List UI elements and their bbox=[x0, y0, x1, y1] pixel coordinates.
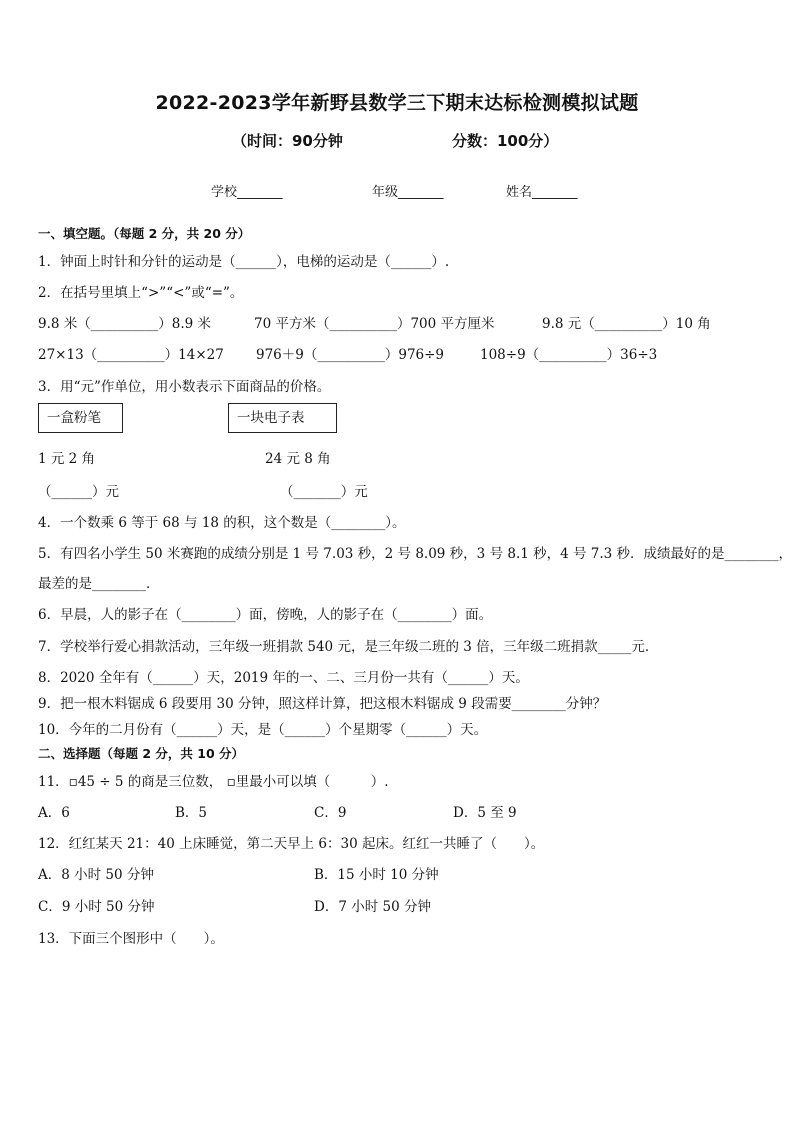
compare-item: 27×13（__________）14×27 bbox=[38, 347, 224, 363]
time-limit: （时间：90分钟 bbox=[232, 132, 343, 150]
answer-blank: （______）元 bbox=[38, 484, 119, 500]
question-continued: 最差的是________． bbox=[38, 576, 160, 592]
product-card: 一块电子表 bbox=[228, 403, 337, 433]
answer-blank: （_______）元 bbox=[280, 484, 368, 500]
section-heading: 二、选择题（每题 2 分，共 10 分） bbox=[38, 746, 245, 761]
question: 12．红红某天 21：40 上床睡觉，第二天早上 6：30 起床。红红一共睡了（ ）。 bbox=[38, 836, 545, 852]
question: 10．今年的二月份有（______）天，是（______）个星期零（______）天。 bbox=[38, 722, 488, 738]
total-score: 分数：100分） bbox=[452, 132, 559, 150]
question: 4．一个数乘 6 等于 68 与 18 的积，这个数是（________）。 bbox=[38, 515, 406, 531]
price-label: 24 元 8 角 bbox=[265, 451, 331, 467]
option: B．15 小时 10 分钟 bbox=[314, 867, 439, 883]
compare-item: 9.8 米（__________）8.9 米 bbox=[38, 316, 212, 332]
question: 9．把一根木料锯成 6 段要用 30 分钟，照这样计算，把这根木料锯成 9 段需要________分钟？ bbox=[38, 696, 607, 712]
compare-item: 976＋9（__________）976÷9 bbox=[256, 347, 445, 363]
option: C．9 bbox=[314, 805, 347, 821]
option: B．5 bbox=[175, 805, 208, 821]
compare-item: 108÷9（__________）36÷3 bbox=[480, 347, 658, 363]
option: C．9 小时 50 分钟 bbox=[38, 899, 155, 915]
question: 3．用“元”作单位，用小数表示下面商品的价格。 bbox=[38, 379, 331, 395]
price-label: 1 元 2 角 bbox=[38, 451, 96, 467]
question: 5．有四名小学生 50 米赛跑的成绩分别是 1 号 7.03 秒，2 号 8.09 秒，3 号 8.1 秒，4 号 7.3 秒．成绩最好的是________， bbox=[38, 546, 793, 562]
question: 7．学校举行爱心捐款活动，三年级一班捐款 540 元，是三年级二班的 3 倍，三年级二班捐款_____元． bbox=[38, 639, 659, 655]
question: 13．下面三个图形中（ ）。 bbox=[38, 931, 224, 947]
grade-field: 年级_______ bbox=[372, 185, 444, 200]
section-heading: 一、填空题。（每题 2 分，共 20 分） bbox=[38, 226, 251, 241]
product-card: 一盒粉笔 bbox=[38, 403, 123, 433]
option: A．8 小时 50 分钟 bbox=[38, 867, 154, 883]
option: A．6 bbox=[38, 805, 70, 821]
option: D．7 小时 50 分钟 bbox=[314, 899, 431, 915]
school-field: 学校_______ bbox=[211, 185, 283, 200]
name-field: 姓名_______ bbox=[506, 185, 578, 200]
question: 11．▫45 ÷ 5 的商是三位数， ▫里最小可以填（ ）. bbox=[38, 774, 389, 790]
question: 6．早晨，人的影子在（________）面，傍晚，人的影子在（________）面。 bbox=[38, 607, 493, 623]
question: 2．在括号里填上“>”“<”或“=”。 bbox=[38, 285, 244, 301]
page-title: 2022-2023学年新野县数学三下期末达标检测模拟试题 bbox=[155, 92, 639, 114]
question: 1．钟面上时针和分针的运动是（______），电梯的运动是（______）. bbox=[38, 254, 450, 270]
question: 8．2020 全年有（______）天，2019 年的一、二、三月份一共有（______）天。 bbox=[38, 670, 529, 686]
compare-item: 9.8 元（__________）10 角 bbox=[542, 316, 711, 332]
option: D．5 至 9 bbox=[453, 805, 517, 821]
compare-item: 70 平方米（__________）700 平方厘米 bbox=[254, 316, 495, 332]
